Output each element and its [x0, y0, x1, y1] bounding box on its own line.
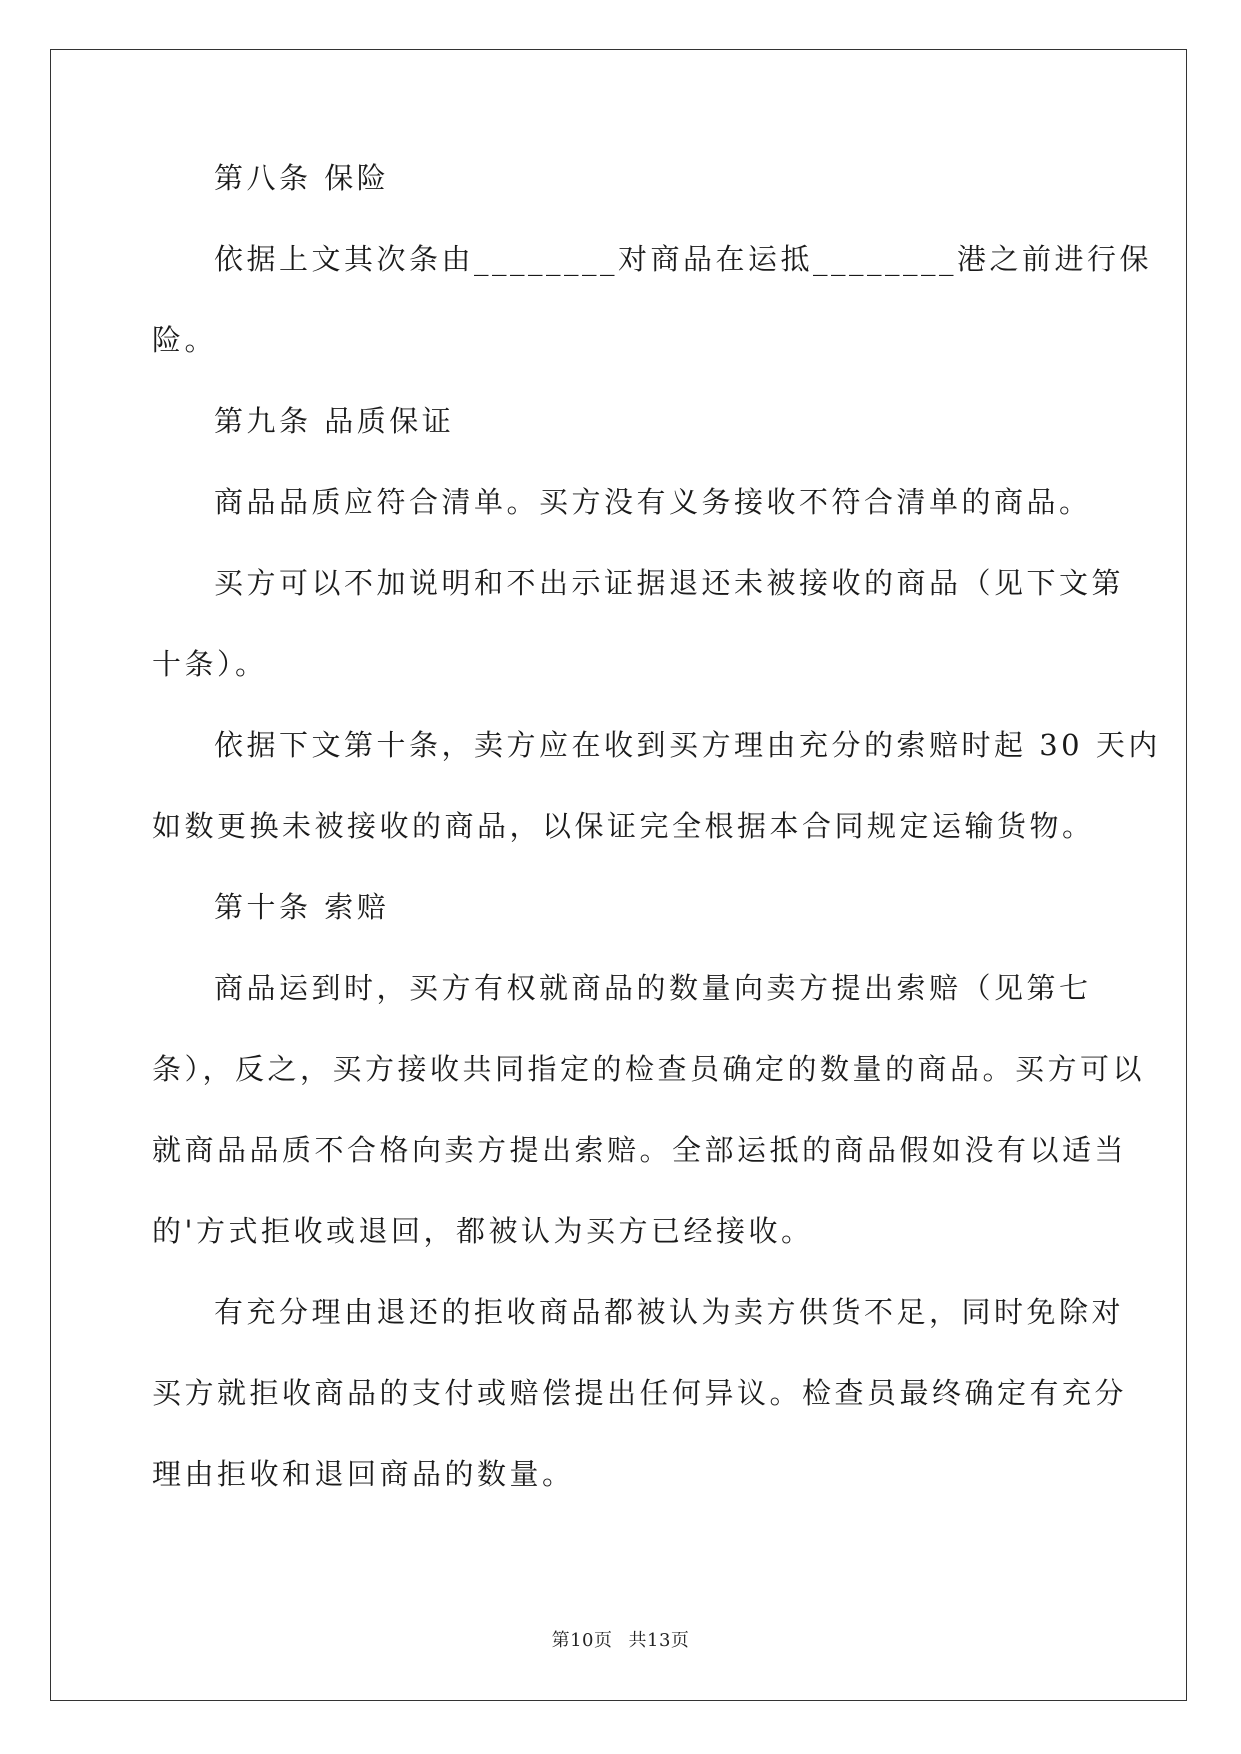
- article-8-heading: 第八条 保险: [214, 161, 390, 195]
- page-footer: [0, 1626, 1241, 1652]
- total-page-count: 共13页: [628, 1630, 690, 1651]
- article-10-paragraph-2-line-1: 有充分理由退还的拒收商品都被认为卖方供货不足，同时免除对: [214, 1295, 1125, 1329]
- article-8-text-line-1: 依据上文其次条由________对商品在运抵________港之前进行保: [214, 242, 1153, 276]
- article-9-paragraph-2-line-2: 十条）。: [152, 647, 268, 681]
- article-10-paragraph-2-line-2: 买方就拒收商品的支付或赔偿提出任何异议。检查员最终确定有充分: [152, 1376, 1128, 1410]
- current-page-number: 第10页: [551, 1630, 613, 1651]
- article-9-paragraph-2-line-1: 买方可以不加说明和不出示证据退还未被接收的商品（见下文第: [214, 566, 1125, 600]
- page-border: [50, 49, 1187, 1701]
- article-10-paragraph-1-line-4: 的'方式拒收或退回，都被认为买方已经接收。: [152, 1214, 814, 1248]
- article-9-paragraph-3-line-1: 依据下文第十条，卖方应在收到买方理由充分的索赔时起 30 天内: [214, 728, 1161, 762]
- article-9-heading: 第九条 品质保证: [214, 404, 455, 438]
- article-8-text-line-2: 险。: [152, 323, 218, 357]
- article-9-paragraph-3-line-2: 如数更换未被接收的商品，以保证完全根据本合同规定运输货物。: [152, 809, 1095, 843]
- article-10-paragraph-1-line-3: 就商品品质不合格向卖方提出索赔。全部运抵的商品假如没有以适当: [152, 1133, 1128, 1167]
- article-9-paragraph-1: 商品品质应符合清单。买方没有义务接收不符合清单的商品。: [214, 485, 1092, 519]
- article-10-paragraph-2-line-3: 理由拒收和退回商品的数量。: [152, 1457, 575, 1491]
- article-10-paragraph-1-line-2: 条），反之，买方接收共同指定的检查员确定的数量的商品。买方可以: [152, 1052, 1146, 1086]
- article-10-heading: 第十条 索赔: [214, 890, 390, 924]
- article-10-paragraph-1-line-1: 商品运到时，买方有权就商品的数量向卖方提出索赔（见第七: [214, 971, 1092, 1005]
